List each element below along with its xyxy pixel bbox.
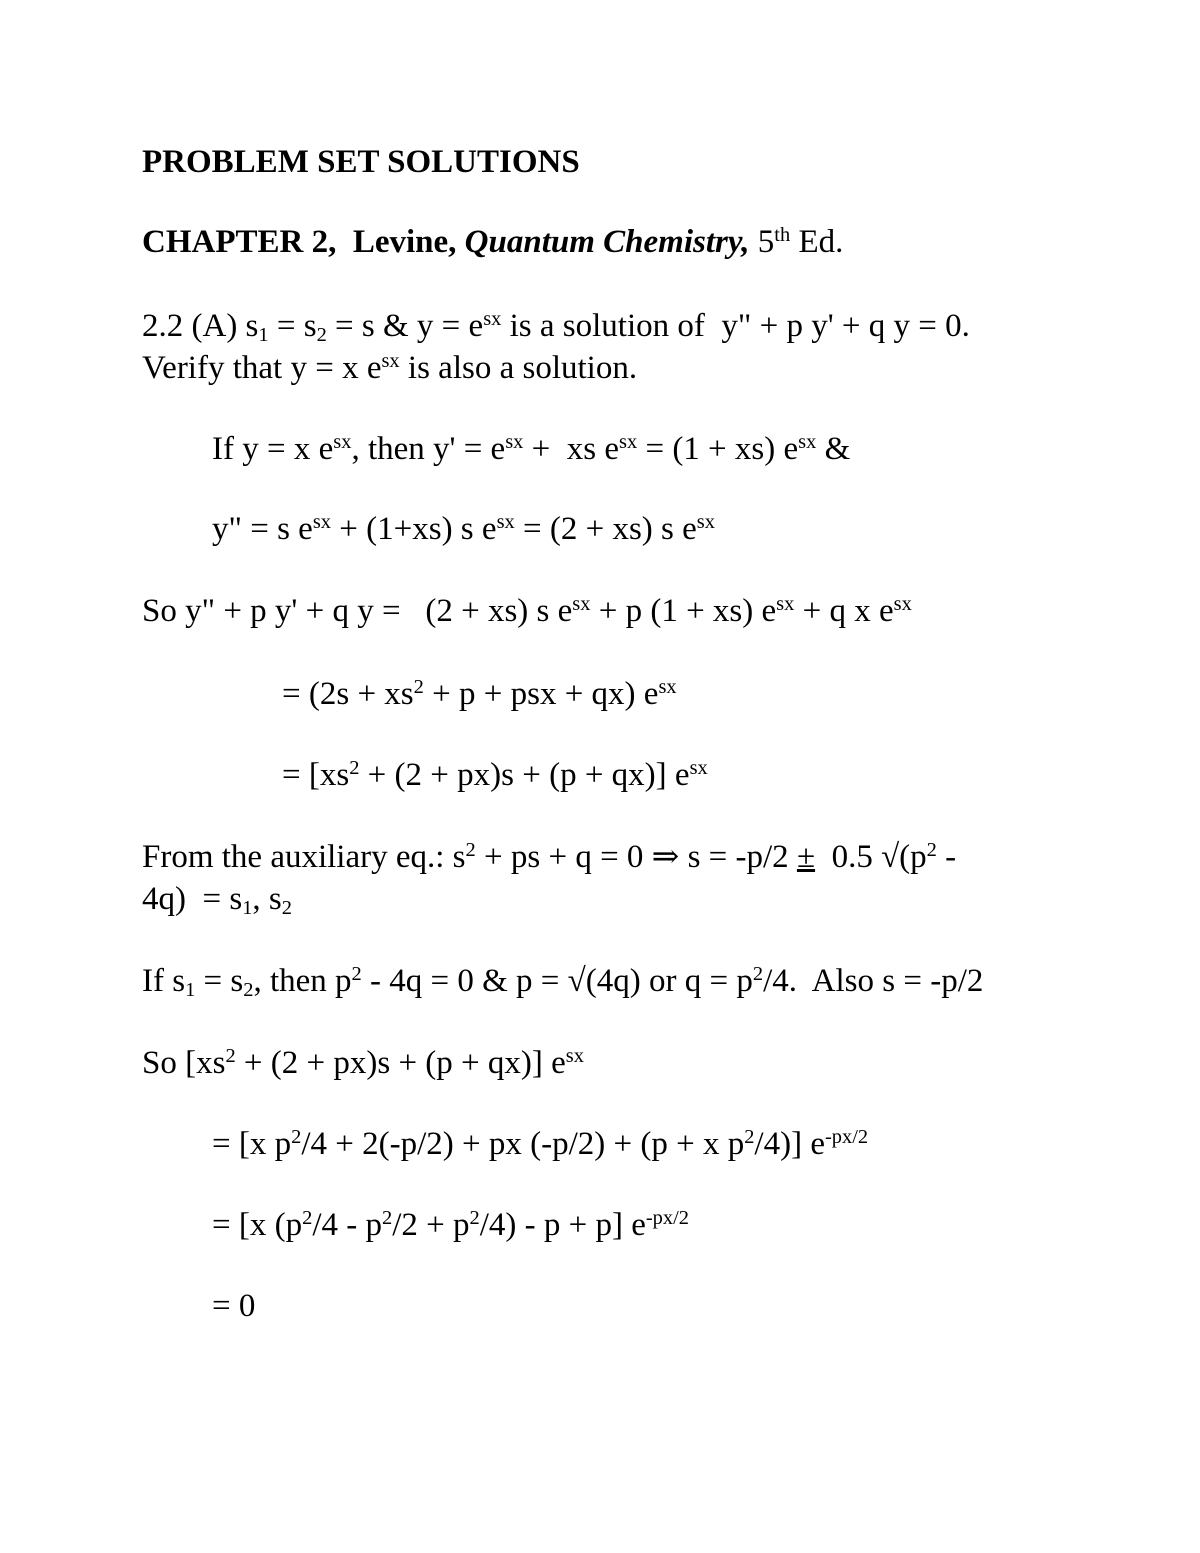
expanded-equation: = ($2s + xs^2 + p$ + psx + qx) $e^{sx}$ xyxy=(282,675,677,712)
substitution-line-2: = [x $p^2/4 + 2(-p/2)$ + px (-p/2) + (p + x $p^2/4$)] $e^{-px/2}$ xyxy=(212,1125,869,1162)
problem-statement-line-1: 2.2 (A) $s_1 = s_2 = s$ & $y = e^{sx}$ is a solution of y" + p y' + q y = 0. xyxy=(142,307,970,347)
substitution-line-1: So $[xs^2 + (2 + px)s + (p + qx)]$ $e^{sx}$ xyxy=(142,1044,584,1081)
substituted-equation: So y" + p y' + q y = (2 + xs) s $e^{sx} + p$ (1 + xs) $e^{sx} + q$ x $e^{sx}$ xyxy=(142,592,912,629)
grouped-equation: = $[xs^2 + (2 + px)s + (p + qx)]$ $e^{sx}$ xyxy=(282,756,708,793)
edition: 5th Ed. xyxy=(757,223,844,260)
chapter-label: CHAPTER 2, xyxy=(142,224,337,260)
book-title: Quantum Chemistry, xyxy=(464,224,750,260)
second-derivative-equation: y" = s $e^{sx} + (1+xs)$ s $e^{sx} = (2 + xs)$ s $e^{sx}$ xyxy=(212,510,715,547)
author-name: Levine, xyxy=(352,224,457,260)
substitution-line-3: = [x $(p^2/4 - p^2/2 + p^2/4) - p + p$] $e^{-px/2}$ xyxy=(212,1206,689,1243)
first-derivative-equation: If y = x $e^{sx}$, then $y' = e^{sx}$ + xs $e^{sx} = (1 + xs)$ $e^{sx}$ & xyxy=(212,430,851,467)
auxiliary-equation-line-1: From the auxiliary eq.: $s^2$ + ps + q = 0 ⇒ s = -p/2 ± 0.5 $√(p^2$ - xyxy=(142,838,957,875)
chapter-heading xyxy=(142,222,843,262)
final-result: = 0 xyxy=(212,1288,256,1324)
problem-statement-line-2: Verify that y = x $e^{sx}$ is also a solution. xyxy=(142,349,638,386)
equal-roots-condition: If $s_1 = s_2$, then $p^2 - 4q = 0$ & p = √(4q) or $q = p^2/4$. Also s = -p/2 xyxy=(142,962,984,1002)
document-title: PROBLEM SET SOLUTIONS xyxy=(142,144,580,180)
auxiliary-equation-line-2: $4q) = s_1$, $s_2$ xyxy=(142,881,292,920)
